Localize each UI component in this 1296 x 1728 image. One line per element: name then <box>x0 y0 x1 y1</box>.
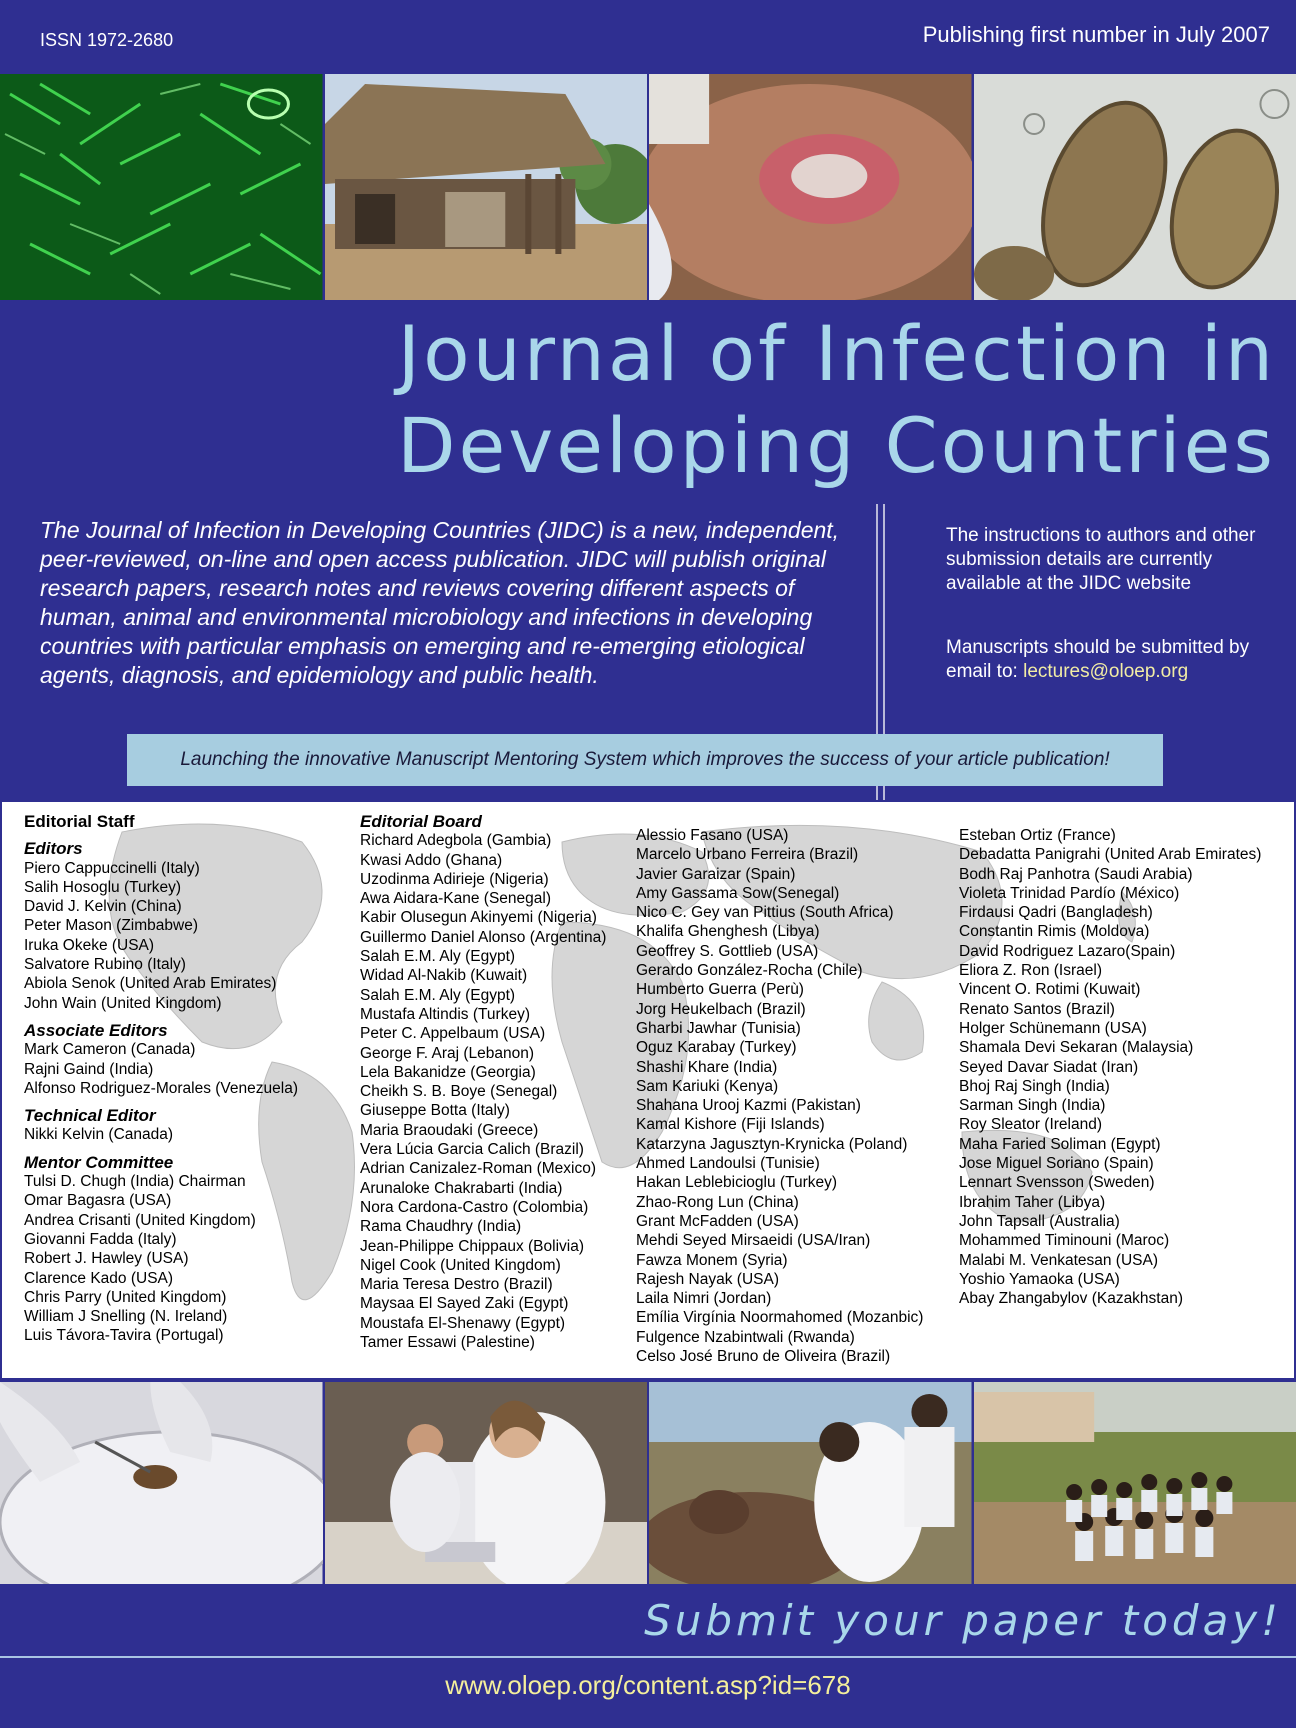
journal-description: The Journal of Infection in Developing Countries (JIDC) is a new, independent, peer-reviewed, on-line and open access publication. JIDC will publish original research papers, research notes and reviews covering different aspects of human, animal and environmental microbiology and infections in developing countries with particular emphasis on emerging and re-emerging etiological agents, diagnosis, and epidemiology and public health. <box>40 517 840 688</box>
board-member-name: Celso José Bruno de Oliveira (Brazil) <box>636 1348 891 1366</box>
board-member-name: Sam Kariuki (Kenya) <box>636 1077 779 1095</box>
editorial-staff-column <box>24 812 298 1346</box>
submission-prefix: Manuscripts should be submitted by email to: <box>946 637 1250 682</box>
board-member-name: Widad Al-Nakib (Kuwait) <box>360 967 528 985</box>
submission-email[interactable]: lectures@oloep.org <box>1023 661 1189 682</box>
board-member-name: Richard Adegbola (Gambia) <box>360 832 552 850</box>
board-member-name: Emília Virgínia Noormahomed (Mozanbic) <box>636 1309 924 1327</box>
technical-editor-heading: Technical Editor <box>24 1106 156 1126</box>
editor-name: Abiola Senok (United Arab Emirates) <box>24 975 277 993</box>
editor-name: Salvatore Rubino (Italy) <box>24 956 186 974</box>
board-member-name: Seyed Davar Siadat (Iran) <box>959 1058 1139 1076</box>
board-member-name: Salah E.M. Aly (Egypt) <box>360 948 516 966</box>
editor-name: Iruka Okeke (USA) <box>24 936 155 954</box>
photo-microscope-lab <box>325 1382 648 1584</box>
board-member-name: Nigel Cook (United Kingdom) <box>360 1256 561 1274</box>
mentor-name: Tulsi D. Chugh (India) Chairman <box>24 1173 246 1191</box>
board-member-name: Vera Lúcia Garcia Calich (Brazil) <box>360 1141 584 1159</box>
board-member-name: Amy Gassama Sow(Senegal) <box>636 884 840 902</box>
editor-name: Salih Hosoglu (Turkey) <box>24 878 182 896</box>
board-member-name: Renato Santos (Brazil) <box>959 1000 1115 1018</box>
mentor-name: William J Snelling (N. Ireland) <box>24 1308 228 1326</box>
board-member-name: Alessio Fasano (USA) <box>636 827 789 844</box>
board-member-name: Rajesh Nayak (USA) <box>636 1270 779 1288</box>
editor-name: David J. Kelvin (China) <box>24 898 182 916</box>
board-member-name: Grant McFadden (USA) <box>636 1212 799 1230</box>
journal-title <box>397 308 1276 492</box>
submission-note <box>946 636 1276 684</box>
associate-editor-name: Rajni Gaind (India) <box>24 1060 154 1078</box>
board-member-name: Peter C. Appelbaum (USA) <box>360 1025 546 1043</box>
footer-rule <box>0 1656 1296 1658</box>
instructions-note: The instructions to authors and other submission details are currently available at the JIDC website <box>946 525 1256 594</box>
photo-schoolchildren <box>974 1382 1296 1584</box>
board-member-name: Firdausi Qadri (Bangladesh) <box>959 904 1153 922</box>
board-member-name: John Tapsall (Australia) <box>959 1212 1120 1230</box>
board-member-name: Nico C. Gey van Pittius (South Africa) <box>636 904 894 922</box>
board-member-name: Geoffrey S. Gottlieb (USA) <box>636 942 819 960</box>
board-member-name: Zhao-Rong Lun (China) <box>636 1193 799 1211</box>
mentor-name: Andrea Crisanti (United Kingdom) <box>24 1211 256 1229</box>
board-member-name: Bhoj Raj Singh (India) <box>959 1077 1110 1095</box>
board-member-name: Nora Cardona-Castro (Colombia) <box>360 1198 589 1216</box>
board-member-name: Shashi Khare (India) <box>636 1058 778 1076</box>
board-member-name: Abay Zhangabylov (Kazakhstan) <box>959 1290 1184 1308</box>
board-member-name: Salah E.M. Aly (Egypt) <box>360 986 516 1004</box>
board-member-name: Ahmed Landoulsi (Tunisie) <box>636 1155 820 1173</box>
submit-call-to-action: Submit your paper today! <box>644 1596 1282 1645</box>
board-member-name: Guillermo Daniel Alonso (Argentina) <box>360 928 607 946</box>
editor-name: John Wain (United Kingdom) <box>24 994 222 1012</box>
board-member-name: Maria Teresa Destro (Brazil) <box>360 1276 553 1294</box>
board-member-name: Kabir Olusegun Akinyemi (Nigeria) <box>360 909 597 927</box>
board-member-name: Violeta Trinidad Pardío (México) <box>959 884 1180 902</box>
board-member-name: Oguz Karabay (Turkey) <box>636 1039 797 1057</box>
board-member-name: Maha Faried Soliman (Egypt) <box>959 1135 1161 1153</box>
board-member-name: Fawza Monem (Syria) <box>636 1251 788 1269</box>
board-member-name: Bodh Raj Panhotra (Saudi Arabia) <box>959 865 1193 883</box>
mentor-committee-heading: Mentor Committee <box>24 1152 174 1172</box>
board-member-name: George F. Araj (Lebanon) <box>360 1044 535 1062</box>
photo-bacteria-fluorescence <box>0 74 323 300</box>
board-member-name: Rama Chaudhry (India) <box>360 1218 522 1236</box>
editor-name: Piero Cappuccinelli (Italy) <box>24 859 200 877</box>
photo-doctor-patient <box>649 1382 972 1584</box>
mentoring-banner: Launching the innovative Manuscript Mentoring System which improves the success of your article publication! <box>127 734 1163 786</box>
board-member-name: Cheikh S. B. Boye (Senegal) <box>360 1083 558 1101</box>
editorial-board-column-3 <box>959 826 1261 1308</box>
editorial-staff-heading: Editorial Staff <box>24 812 135 831</box>
journal-url-link[interactable]: www.oloep.org/content.asp?id=678 <box>445 1670 851 1700</box>
board-member-name: Mehdi Seyed Mirsaeidi (USA/Iran) <box>636 1232 871 1250</box>
board-member-name: Malabi M. Venkatesan (USA) <box>959 1251 1159 1269</box>
board-member-name: Mustafa Altindis (Turkey) <box>360 1005 530 1023</box>
mentor-name: Clarence Kado (USA) <box>24 1269 174 1287</box>
associate-editor-name: Alfonso Rodriguez-Morales (Venezuela) <box>24 1079 298 1097</box>
editorial-board-heading: Editorial Board <box>360 812 482 831</box>
board-member-name: Javier Garaizar (Spain) <box>636 865 796 883</box>
board-member-name: Tamer Essawi (Palestine) <box>360 1334 535 1352</box>
board-member-name: Sarman Singh (India) <box>959 1097 1106 1115</box>
mentor-name: Luis Távora-Tavira (Portugal) <box>24 1327 224 1345</box>
board-member-name: Esteban Ortiz (France) <box>959 827 1116 844</box>
journal-title-line1: Journal of Infection in <box>397 309 1276 398</box>
photo-skin-lesion <box>649 74 972 300</box>
associate-editors-heading: Associate Editors <box>24 1020 168 1040</box>
editor-name: Peter Mason (Zimbabwe) <box>24 917 199 935</box>
board-member-name: Gharbi Jawhar (Tunisia) <box>636 1019 801 1037</box>
photo-rural-hut <box>325 74 648 300</box>
associate-editor-name: Mark Cameron (Canada) <box>24 1041 196 1059</box>
mentor-name: Giovanni Fadda (Italy) <box>24 1230 177 1248</box>
photo-parasite-eggs <box>974 74 1296 300</box>
board-member-name: Roy Sleator (Ireland) <box>959 1116 1103 1134</box>
board-member-name: Shamala Devi Sekaran (Malaysia) <box>959 1039 1194 1057</box>
board-member-name: Hakan Leblebicioglu (Turkey) <box>636 1174 838 1192</box>
board-member-name: Gerardo González-Rocha (Chile) <box>636 962 863 980</box>
journal-title-line2: Developing Countries <box>397 401 1276 490</box>
board-member-name: Humberto Guerra (Perù) <box>636 981 804 999</box>
board-member-name: Jose Miguel Soriano (Spain) <box>959 1155 1154 1173</box>
board-member-name: Giuseppe Botta (Italy) <box>360 1102 510 1120</box>
board-member-name: Arunaloke Chakrabarti (India) <box>360 1179 563 1197</box>
board-member-name: Lela Bakanidze (Georgia) <box>360 1063 536 1081</box>
board-member-name: Holger Schünemann (USA) <box>959 1019 1147 1037</box>
board-member-name: Kamal Kishore (Fiji Islands) <box>636 1116 825 1134</box>
publishing-date: Publishing first number in July 2007 <box>922 22 1270 47</box>
board-member-name: Debadatta Panigrahi (United Arab Emirates) <box>959 846 1262 864</box>
board-member-name: Kwasi Addo (Ghana) <box>360 851 503 869</box>
bottom-photo-row <box>0 1382 1296 1584</box>
board-member-name: Maria Braoudaki (Greece) <box>360 1121 539 1139</box>
board-member-name: David Rodriguez Lazaro(Spain) <box>959 942 1176 960</box>
board-member-name: Mohammed Timinouni (Maroc) <box>959 1232 1170 1250</box>
board-member-name: Jean-Philippe Chippaux (Bolivia) <box>360 1237 585 1255</box>
mentor-name: Robert J. Hawley (USA) <box>24 1250 189 1268</box>
mentor-name: Chris Parry (United Kingdom) <box>24 1288 227 1306</box>
board-member-name: Maysaa El Sayed Zaki (Egypt) <box>360 1295 569 1313</box>
board-member-name: Yoshio Yamaoka (USA) <box>959 1270 1120 1288</box>
board-member-name: Jorg Heukelbach (Brazil) <box>636 1000 806 1018</box>
editorial-section <box>2 802 1294 1378</box>
technical-editor-name: Nikki Kelvin (Canada) <box>24 1126 174 1144</box>
board-member-name: Lennart Svensson (Sweden) <box>959 1174 1155 1192</box>
top-photo-row <box>0 74 1296 300</box>
board-member-name: Vincent O. Rotimi (Kuwait) <box>959 981 1141 999</box>
editors-heading: Editors <box>24 839 83 859</box>
board-member-name: Ibrahim Taher (Libya) <box>959 1193 1106 1211</box>
editorial-board-column-2 <box>636 826 923 1366</box>
board-member-name: Fulgence Nzabintwali (Rwanda) <box>636 1328 855 1346</box>
board-member-name: Uzodinma Adirieje (Nigeria) <box>360 870 549 888</box>
board-member-name: Marcelo Urbano Ferreira (Brazil) <box>636 846 859 864</box>
board-member-name: Awa Aidara-Kane (Senegal) <box>360 890 552 908</box>
editorial-board-column-1 <box>360 812 606 1352</box>
board-member-name: Eliora Z. Ron (Israel) <box>959 962 1102 980</box>
photo-lab-dissection <box>0 1382 323 1584</box>
issn-number: ISSN 1972-2680 <box>40 30 174 50</box>
board-member-name: Katarzyna Jagusztyn-Krynicka (Poland) <box>636 1135 908 1153</box>
board-member-name: Shahana Urooj Kazmi (Pakistan) <box>636 1097 861 1115</box>
board-member-name: Constantin Rimis (Moldova) <box>959 923 1150 941</box>
mentor-name: Omar Bagasra (USA) <box>24 1192 172 1210</box>
board-member-name: Moustafa El-Shenawy (Egypt) <box>360 1314 566 1332</box>
board-member-name: Laila Nimri (Jordan) <box>636 1290 772 1308</box>
board-member-name: Khalifa Ghenghesh (Libya) <box>636 923 820 941</box>
board-member-name: Adrian Canizalez-Roman (Mexico) <box>360 1160 597 1178</box>
